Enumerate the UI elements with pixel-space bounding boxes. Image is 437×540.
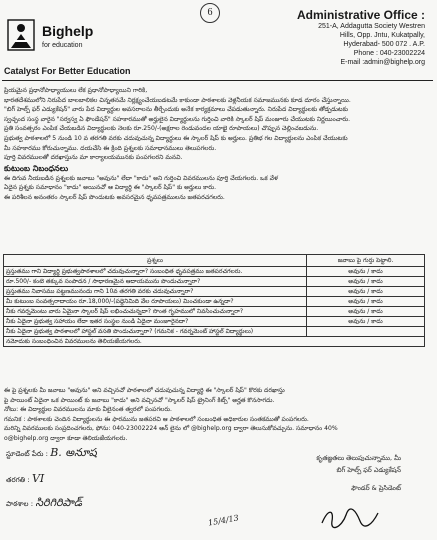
answer-no: కాదు	[371, 297, 383, 305]
table-row	[4, 317, 425, 327]
org-name: బిగ్ హెల్ప్ ఫర్ ఎడ్యుకేషన్	[336, 466, 401, 474]
founder-title: ఫౌండర్ & ప్రెసిడెంట్	[351, 484, 401, 492]
question-text: నీకు గవర్నమెంటు వారు ఏమైనా స్కాలర్ షిప్ లభించుచున్నదా? సొంత గృహములో నివసించుచున్నారా?	[4, 307, 307, 317]
answer-cell: అవును / కాదు	[307, 317, 425, 327]
answer-yes: అవును	[348, 277, 366, 285]
answer-no: కాదు	[371, 277, 383, 285]
signature-scribble-icon	[320, 505, 380, 529]
body-line: ఏదైన ప్రశ్నకు సమాధానం "కాదు" అయినచో ఆ విద్యార్థి ఈ "స్కాలర్ షిప్" కు అర్హులు కారు.	[4, 184, 217, 192]
answer-no: కాదు	[371, 307, 383, 315]
header-divider	[2, 80, 433, 81]
thanks-line: కృతజ్ఞతలు తెలుపుచున్నాము, మీ	[316, 454, 401, 462]
body-line: ప్రభుత్వ పాఠశాలలో 5 నుండి 10 వ తరగతి వరకు చదువుచున్న విద్యార్థులు ఈ స్కాలర్ షిప్ కు అర్హులు. ప్రతిభ గల విద్యార్థులను ఎంపిక చేయుటకు	[4, 134, 348, 142]
answer-cell: అవును / కాదు	[307, 277, 425, 287]
letter-footer	[4, 386, 432, 444]
organization-signoff	[316, 452, 401, 494]
body-line: ఈ పరిశీలన అనంతరం స్కాలర్ షిప్ పొందుటకు అవసరమైన ధృవపత్రములను జతపరచగలరు.	[4, 193, 225, 201]
body-line: పూర్తి వివరములతో దరఖాస్తును మా కార్యాలయమునకు పంపగలరని మనవి.	[4, 154, 183, 162]
answer-no: కాదు	[371, 317, 383, 325]
questionnaire-table	[3, 254, 425, 347]
body-line: భారతదేశములోని నిరుపేద బాలబాలికల చిన్నతనమే నిర్లక్ష్యంచేయబడటమే కాకుండా పాఠశాలకు వెళ్లనీయక సమాజమునకు కూడ దూరం చేస్తున్నాయి.	[4, 96, 351, 104]
question-text: ప్రస్తుతము గాని విద్యార్థి ప్రభుత్వపాఠశాలలో చదువుచున్నారా? సంబంధిత ధృవపత్రము జతపరచగలరు.	[4, 267, 307, 277]
brand-name: Bighelp	[42, 23, 94, 39]
table-row	[4, 277, 425, 287]
body-line: "బిగ్ హెల్ప్ ఫర్ ఎడ్యుకేషన్" వారు పేద విద్యార్థుల అవసరాలను తీర్చేందుకు అనేక కార్యక్రమాలు చేపడుతున్నారు. నిరుపేద విద్యార్థులకు తోడ్పడుటకు	[4, 106, 348, 114]
office-phone: Phone : 040-23002224	[353, 50, 425, 57]
answer-yes: అవును	[348, 297, 366, 305]
column-header-answer: జవాబు పై గుర్తు పెట్టాలి.	[307, 255, 425, 267]
page-number: 6	[200, 3, 220, 23]
table-row	[4, 327, 425, 337]
office-title: Administrative Office :	[296, 8, 425, 22]
answer-cell: అవును / కాదు	[307, 287, 425, 297]
question-text: రూ.500/- కంటె తక్కువ సంపాదన / సాధారణమైన ఆదాయమును పొందుచున్నారా?	[4, 277, 307, 287]
brand-subtitle: for education	[42, 42, 83, 49]
body-line: ఈ దిగువ నీయబడిన ప్రశ్నలకు జవాబు "అవును" లేదా "కాదు" అని గుర్తించి వివరములను పూర్తి చేయగలరు. ఒక వేళ	[4, 174, 278, 182]
question-text: నీకు ఏదైనా ప్రభుత్వ సహాయం లేదా ఇతర సంస్థల నుండి ఏదైనా మంజూరైనదా?	[4, 317, 307, 327]
section-heading: కుటుంబ నిబంధనలు	[4, 163, 69, 173]
student-name-value: B. అనూష	[50, 446, 97, 459]
student-details: స్టూడెంట్ పేరు : B. అనూష తరగతి : VI పాఠశాల : సిరిగిరిపాడ్	[6, 446, 97, 509]
body-line: స్వచ్ఛంద సంస్థ వారైన "సర్వస్వ ఏ ఫౌండేషన్" సహకారముతో అర్హులైన విద్యార్థులను గుర్తించి వారికి స్కాలర్ షిప్ మంజూరు చేయుటకు నిర్ణయించారు.	[4, 115, 351, 123]
answer-yes: అవును	[348, 287, 366, 295]
footer-line: మరిన్ని వివరములకు సంప్రదించగలరు, ఫోను: 040-23002224 ఆన్ లైను లో @bighelp.org ద్వారా తెలుసుకోవచ్చును. సమాధానం 40%	[4, 425, 338, 433]
answer-yes: అవును	[348, 307, 366, 315]
answer-cell: అవును / కాదు	[307, 267, 425, 277]
body-line: ప్రతి సంవత్సరం ఎంపిక చేయబడిన విద్యార్థులకు నెలకు రూ.250/-(అక్షరాల రెండువందల యాభై రూపాయలు) చొప్పున చెల్లించబడును.	[4, 125, 319, 133]
tagline: Catalyst For Better Education	[4, 66, 131, 76]
office-email: E-mail :admin@bighelp.org	[340, 59, 425, 66]
class-label: తరగతి	[6, 476, 26, 484]
office-line: Hyderabad- 500 072 . A.P.	[343, 41, 425, 48]
question-text: నీకు ఏదైనా ప్రభుత్వ పాఠశాలలో హాస్టల్ వసతి పొందుచున్నారా? (గమనిక - గవర్నమెంట్ హాస్టల్ విద్యార్థులు)	[4, 327, 307, 337]
bighelp-logo-icon	[6, 18, 36, 54]
table-row	[4, 267, 425, 277]
answer-cell: అవును / కాదు	[307, 307, 425, 317]
student-name-label: స్టూడెంట్ పేరు	[6, 450, 44, 458]
footer-line: ఈ పై ప్రశ్నలకు మీ జవాబు "అవును" అని వచ్చినచో పాఠశాలలో చదువుచున్న విద్యార్థి ఈ "స్కాలర్ షిప్" కొరకు దరఖాస్తు	[4, 387, 285, 394]
class-value: VI	[31, 472, 45, 485]
footer-line: గమనిక : పాఠశాలకు చెందిన విద్యార్థులను ఈ ఫారమును జతపరచి ఆ పాఠశాలలో సంబంధిత అధికారుల సంతకముతో పంపగలరు.	[4, 415, 309, 423]
table-row	[4, 297, 425, 307]
column-header-question: ప్రశ్నలు	[4, 255, 307, 267]
school-label: పాఠశాల	[6, 500, 29, 508]
footer-line: o@bighelp.org ద్వారా కూడా తెలియజేయగలరు.	[4, 434, 128, 442]
answer-yes: అవును	[348, 267, 366, 275]
letter-body	[4, 86, 432, 203]
answer-cell: అవును / కాదు	[307, 297, 425, 307]
question-text: నమోదుకు సంబంధించిన వివరములను తెలియజేయగలరు.	[4, 337, 425, 347]
office-address	[255, 8, 425, 67]
school-value: సిరిగిరిపాడ్	[35, 496, 82, 509]
table-row	[4, 307, 425, 317]
answer-no: కాదు	[371, 267, 383, 275]
answer-cell	[307, 327, 425, 337]
question-text: మీ కుటుంబ సంవత్సరాదాయం రూ.18,000/-(పద్దెనిమిది వేల రూపాయలు) మించకుండా ఉన్నదా?	[4, 297, 307, 307]
footer-line: పై పాయింట్ ఏదైనా ఒక పాయింట్ కు జవాబు "కాదు" అని వచ్చినచో "స్కాలర్ షిప్ ట్రైనింగ్ కిట్స్" అర్హత కొనసాగదు.	[4, 396, 275, 404]
table-header-row	[4, 255, 425, 267]
answer-no: కాదు	[371, 287, 383, 295]
salutation: ప్రియమైన ప్రధానోపాధ్యాయులు లేక ప్రధానోపాధ్యాయిని గారికి,	[4, 87, 148, 94]
footer-line: నోటు: ఈ విద్యార్థుల వివరములను మాకు వీలైనంత త్వరలో పంపగలరు.	[4, 406, 172, 414]
table-row	[4, 337, 425, 347]
body-line: మీ సహకారము కోరుచున్నాము. దయచేసి ఈ క్రింది ప్రశ్నలకు సమాధానములు తెలుపగలరు.	[4, 144, 217, 152]
question-text: ప్రస్తుతము నివాసము పట్టణమునందు గాని 10వ తరగతి వరకు చదువుచున్నారా?	[4, 287, 307, 297]
handwritten-date: 15/4/13	[207, 513, 240, 528]
office-line: Hills, Opp. Jntu, Kukatpally,	[339, 32, 425, 39]
table-row	[4, 287, 425, 297]
answer-yes: అవును	[348, 317, 366, 325]
office-line: 251-A, Addagutta Society Westren	[318, 23, 425, 30]
